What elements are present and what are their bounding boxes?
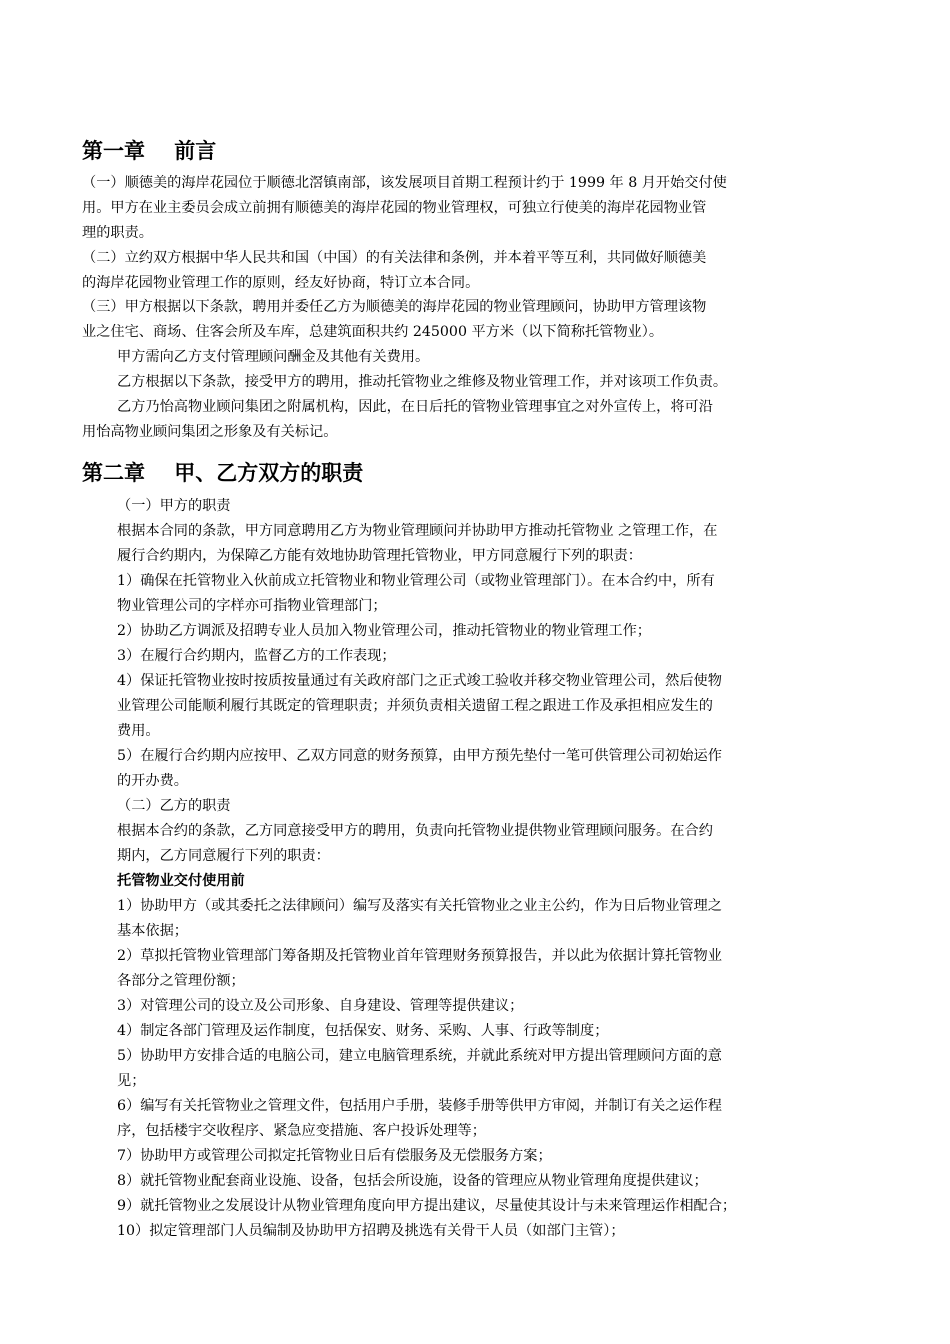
paragraph-line: 用怡高物业顾问集团之形象及有关标记。 (82, 424, 338, 440)
section-heading: （二）乙方的职责 (117, 798, 231, 814)
list-item-continuation: 业管理公司能顺利履行其既定的管理职责；并须负责相关遗留工程之跟进工作及承担相应发生的 (117, 698, 713, 714)
list-item-continuation: 各部分之管理份额； (117, 973, 245, 989)
paragraph-line: （一）顺德美的海岸花园位于顺德北滘镇南部，该发展项目首期工程预计约于 1999 年 8 月开始交付使 (82, 175, 727, 191)
list-item-continuation: 的开办费。 (117, 773, 188, 789)
chapter-1-heading: 第一章 前言 (82, 139, 217, 163)
list-item: 2）草拟托管物业管理部门筹备期及托管物业首年管理财务预算报告，并以此为依据计算托管物业 (117, 948, 722, 964)
section-heading: （一）甲方的职责 (117, 498, 231, 514)
list-item: 1）协助甲方（或其委托之法律顾问）编写及落实有关托管物业之业主公约，作为日后物业管理之 (117, 898, 722, 914)
paragraph-line: 乙方乃怡高物业顾问集团之附属机构，因此，在日后托的管物业管理事宜之对外宣传上，将可沿 (117, 399, 713, 415)
list-item-continuation: 物业管理公司的字样亦可指物业管理部门； (117, 598, 387, 614)
list-item: 3）在履行合约期内，监督乙方的工作表现； (117, 648, 396, 664)
list-item: 5）在履行合约期内应按甲、乙双方同意的财务预算，由甲方预先垫付一笔可供管理公司初始运作 (117, 748, 722, 764)
list-item: 3）对管理公司的设立及公司形象、自身建设、管理等提供建议； (117, 998, 524, 1014)
list-item: 7）协助甲方或管理公司拟定托管物业日后有偿服务及无偿服务方案； (117, 1148, 552, 1164)
paragraph-line: 履行合约期内，为保障乙方能有效地协助管理托管物业，甲方同意履行下列的职责： (117, 548, 642, 564)
list-item: 2）协助乙方调派及招聘专业人员加入物业管理公司，推动托管物业的物业管理工作； (117, 623, 651, 639)
paragraph-line: 用。甲方在业主委员会成立前拥有顺德美的海岸花园的物业管理权，可独立行使美的海岸花园物业管 (82, 200, 707, 216)
paragraph-line: （三）甲方根据以下条款，聘用并委任乙方为顺德美的海岸花园的物业管理顾问，协助甲方管理该物 (82, 299, 707, 315)
paragraph-line: 乙方根据以下条款，接受甲方的聘用，推动托管物业之维修及物业管理工作，并对该项工作负责。 (117, 374, 728, 390)
list-item-continuation: 见； (117, 1073, 146, 1089)
chapter-2-heading: 第二章 甲、乙方双方的职责 (82, 461, 364, 485)
list-item: 9）就托管物业之发展设计从物业管理角度向甲方提出建议，尽量使其设计与未来管理运作相配合； (117, 1198, 737, 1214)
paragraph-line: 根据本合同的条款，甲方同意聘用乙方为物业管理顾问并协助甲方推动托管物业 之管理工作，在 (117, 523, 718, 539)
paragraph-line: 业之住宅、商场、住客会所及车库，总建筑面积共约 245000 平方米（以下简称托管物业）。 (82, 324, 664, 340)
list-item-continuation: 基本依据； (117, 923, 188, 939)
list-item-continuation: 序，包括楼宇交收程序、紧急应变措施、客户投诉处理等； (117, 1123, 486, 1139)
list-item: 10）拟定管理部门人员编制及协助甲方招聘及挑选有关骨干人员（如部门主管）； (117, 1223, 625, 1239)
paragraph-line: 期内，乙方同意履行下列的职责： (117, 848, 330, 864)
paragraph-line: 的海岸花园物业管理工作的原则，经友好协商，特订立本合同。 (82, 275, 480, 291)
paragraph-line: （二）立约双方根据中华人民共和国（中国）的有关法律和条例，并本着平等互利，共同做好顺德美 (82, 250, 707, 266)
paragraph-line: 甲方需向乙方支付管理顾问酬金及其他有关费用。 (117, 349, 430, 365)
list-item: 1）确保在托管物业入伙前成立托管物业和物业管理公司（或物业管理部门）。在本合约中，所有 (117, 573, 715, 589)
subsection-heading: 托管物业交付使用前 (117, 873, 245, 889)
list-item: 4）保证托管物业按时按质按量通过有关政府部门之正式竣工验收并移交物业管理公司，然后使物 (117, 673, 722, 689)
paragraph-line: 理的职责。 (82, 225, 153, 241)
list-item: 6）编写有关托管物业之管理文件，包括用户手册，装修手册等供甲方审阅，并制订有关之运作程 (117, 1098, 722, 1114)
list-item-continuation: 费用。 (117, 723, 160, 739)
list-item: 8）就托管物业配套商业设施、设备，包括会所设施，设备的管理应从物业管理角度提供建议； (117, 1173, 708, 1189)
list-item: 5）协助甲方安排合适的电脑公司，建立电脑管理系统，并就此系统对甲方提出管理顾问方面的意 (117, 1048, 722, 1064)
list-item: 4）制定各部门管理及运作制度，包括保安、财务、采购、人事、行政等制度； (117, 1023, 609, 1039)
paragraph-line: 根据本合约的条款，乙方同意接受甲方的聘用，负责向托管物业提供物业管理顾问服务。在合约 (117, 823, 713, 839)
